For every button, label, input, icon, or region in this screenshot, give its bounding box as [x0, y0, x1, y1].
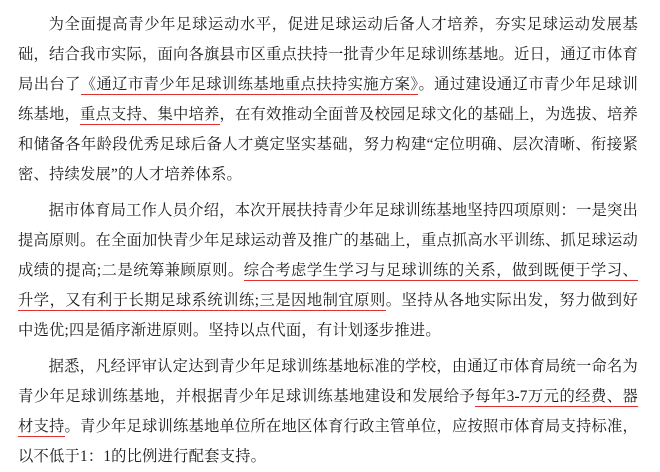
- emphasized-text-p1-1: 《通辽市青少年足球训练基地重点扶持实施方案》: [80, 76, 419, 93]
- body-text-p2-0: 据市体育局工作人员介绍，本次开展扶持青少年足球训练基地坚持四项原则：一是突出提高原则。在全面加快青少年足球运动普及推广的基础上，重点抓高水平训练、抓足球运动成绩的提高;二是统筹兼顾原则。: [18, 202, 638, 279]
- emphasized-text-p3-1: 每年3-7万元的经费、器材支持: [18, 388, 638, 435]
- paragraph-3: [18, 352, 638, 472]
- body-text-p2-2: 。坚持从各地实际出发，努力做到好中选优;四是循序渐进原则。坚持以点代面，有计划逐步推进。: [18, 292, 638, 339]
- page-left-margin: [0, 0, 4, 420]
- emphasized-text-p1-3: 重点支持、集中培养: [80, 106, 220, 123]
- page-top-edge: [0, 0, 660, 2]
- body-text-p1-2: 。通过建设通辽市青少年足球训练基地，: [18, 76, 638, 123]
- emphasized-text-p2-1: 综合考虑学生学习与足球训练的关系，做到既便于学习、升学，又有利于长期足球系统训练;三是因地制宜原则: [18, 262, 638, 309]
- body-text-p3-0: 据悉，凡经评审认定达到青少年足球训练基地标准的学校，由通辽市体育局统一命名为青少年足球训练基地，并根据青少年足球训练基地建设和发展给予: [18, 358, 638, 405]
- body-text-p1-4: ，在有效推动全面普及校园足球文化的基础上，为选拔、培养和储备各年龄段优秀足球后备人才奠定坚实基础，努力构建“定位明确、层次清晰、衔接紧密、持续发展”的人才培养体系。: [18, 106, 638, 183]
- body-text-p3-2: 。青少年足球训练基地单位所在地区体育行政主管单位，应按照市体育局支持标准，以不低于1：1的比例进行配套支持。: [18, 418, 638, 465]
- paragraph-2: [18, 196, 638, 346]
- page-right-margin: [656, 0, 660, 420]
- paragraph-1: [18, 10, 638, 190]
- body-text-p1-0: 为全面提高青少年足球运动水平，促进足球运动后备人才培养，夯实足球运动发展基础，结合我市实际，面向各旗县市区重点扶持一批青少年足球训练基地。近日，通辽市体育局出台了: [18, 16, 638, 93]
